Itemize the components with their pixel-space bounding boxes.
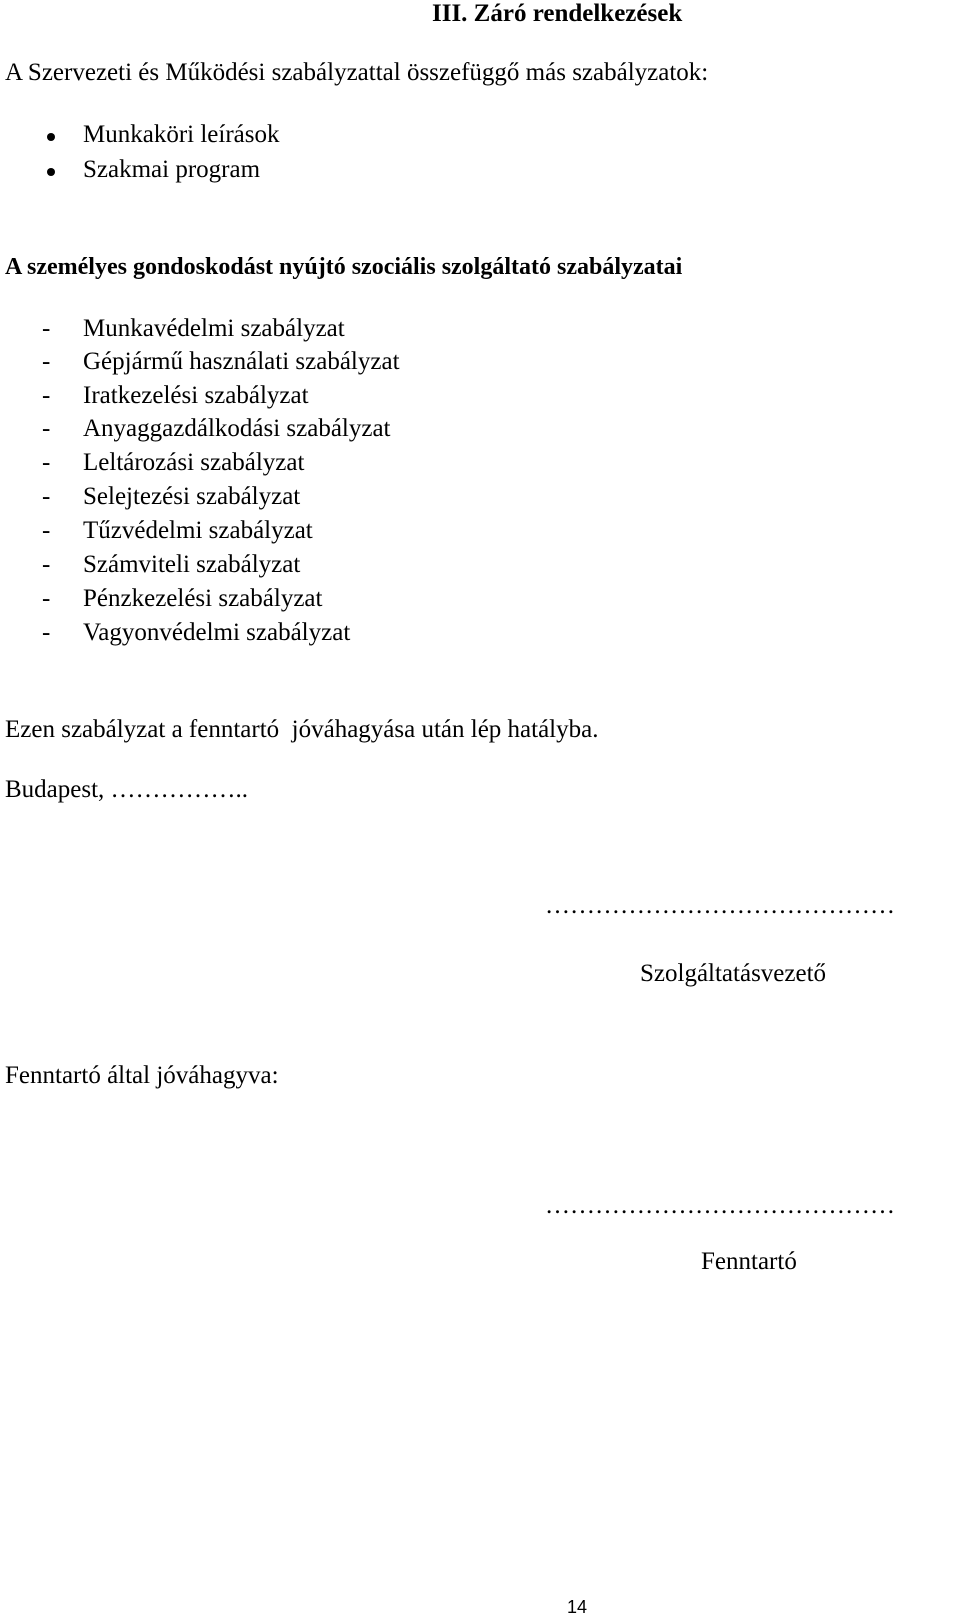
signature-title-manager: Szolgáltatásvezető (640, 960, 827, 987)
dash-marker: - (42, 619, 51, 646)
page-number: 14 (567, 1597, 588, 1617)
dash-marker: - (42, 483, 51, 510)
list-item (0, 416, 960, 446)
provider-heading: A személyes gondoskodást nyújtó szociális szolgáltató szabályzatai (5, 254, 683, 280)
list-item (0, 383, 960, 413)
bullet-icon (47, 133, 55, 141)
list-item-label: Vagyonvédelmi szabályzat (83, 619, 351, 646)
signature-line-owner: …………………………………… (545, 1192, 895, 1219)
signature-title-owner: Fenntartó (701, 1248, 797, 1275)
list-item-label: Munkavédelmi szabályzat (83, 315, 345, 342)
dash-marker: - (42, 517, 51, 544)
list-item (0, 349, 960, 379)
list-item (0, 484, 960, 514)
signature-line-manager: …………………………………… (545, 892, 895, 919)
list-item (0, 586, 960, 616)
place-date: Budapest, …………….. (5, 776, 249, 803)
dash-marker: - (42, 551, 51, 578)
list-item-label: Számviteli szabályzat (83, 551, 301, 578)
effective-statement: Ezen szabályzat a fenntartó jóváhagyása után lép hatályba. (5, 716, 599, 743)
list-item (0, 518, 960, 548)
list-item-label: Leltározási szabályzat (83, 449, 305, 476)
list-item (0, 552, 960, 582)
list-item (0, 316, 960, 346)
list-item-label: Iratkezelési szabályzat (83, 382, 309, 409)
bullet-icon (47, 168, 55, 176)
list-item-label: Pénzkezelési szabályzat (83, 585, 323, 612)
dash-marker: - (42, 348, 51, 375)
dash-marker: - (42, 449, 51, 476)
section-title: III. Záró rendelkezések (432, 0, 683, 27)
list-item (0, 620, 960, 650)
approval-label: Fenntartó által jóváhagyva: (5, 1062, 279, 1089)
dash-marker: - (42, 585, 51, 612)
dash-marker: - (42, 382, 51, 409)
related-intro: A Szervezeti és Működési szabályzattal összefüggő más szabályzatok: (5, 59, 709, 86)
list-item-label: Tűzvédelmi szabályzat (83, 517, 313, 544)
list-item-label: Szakmai program (83, 156, 261, 183)
list-item-label: Selejtezési szabályzat (83, 483, 301, 510)
dash-marker: - (42, 315, 51, 342)
list-item-label: Anyaggazdálkodási szabályzat (83, 415, 391, 442)
dash-marker: - (42, 415, 51, 442)
list-item (0, 450, 960, 480)
list-item-label: Gépjármű használati szabályzat (83, 348, 400, 375)
list-item-label: Munkaköri leírások (83, 121, 280, 148)
